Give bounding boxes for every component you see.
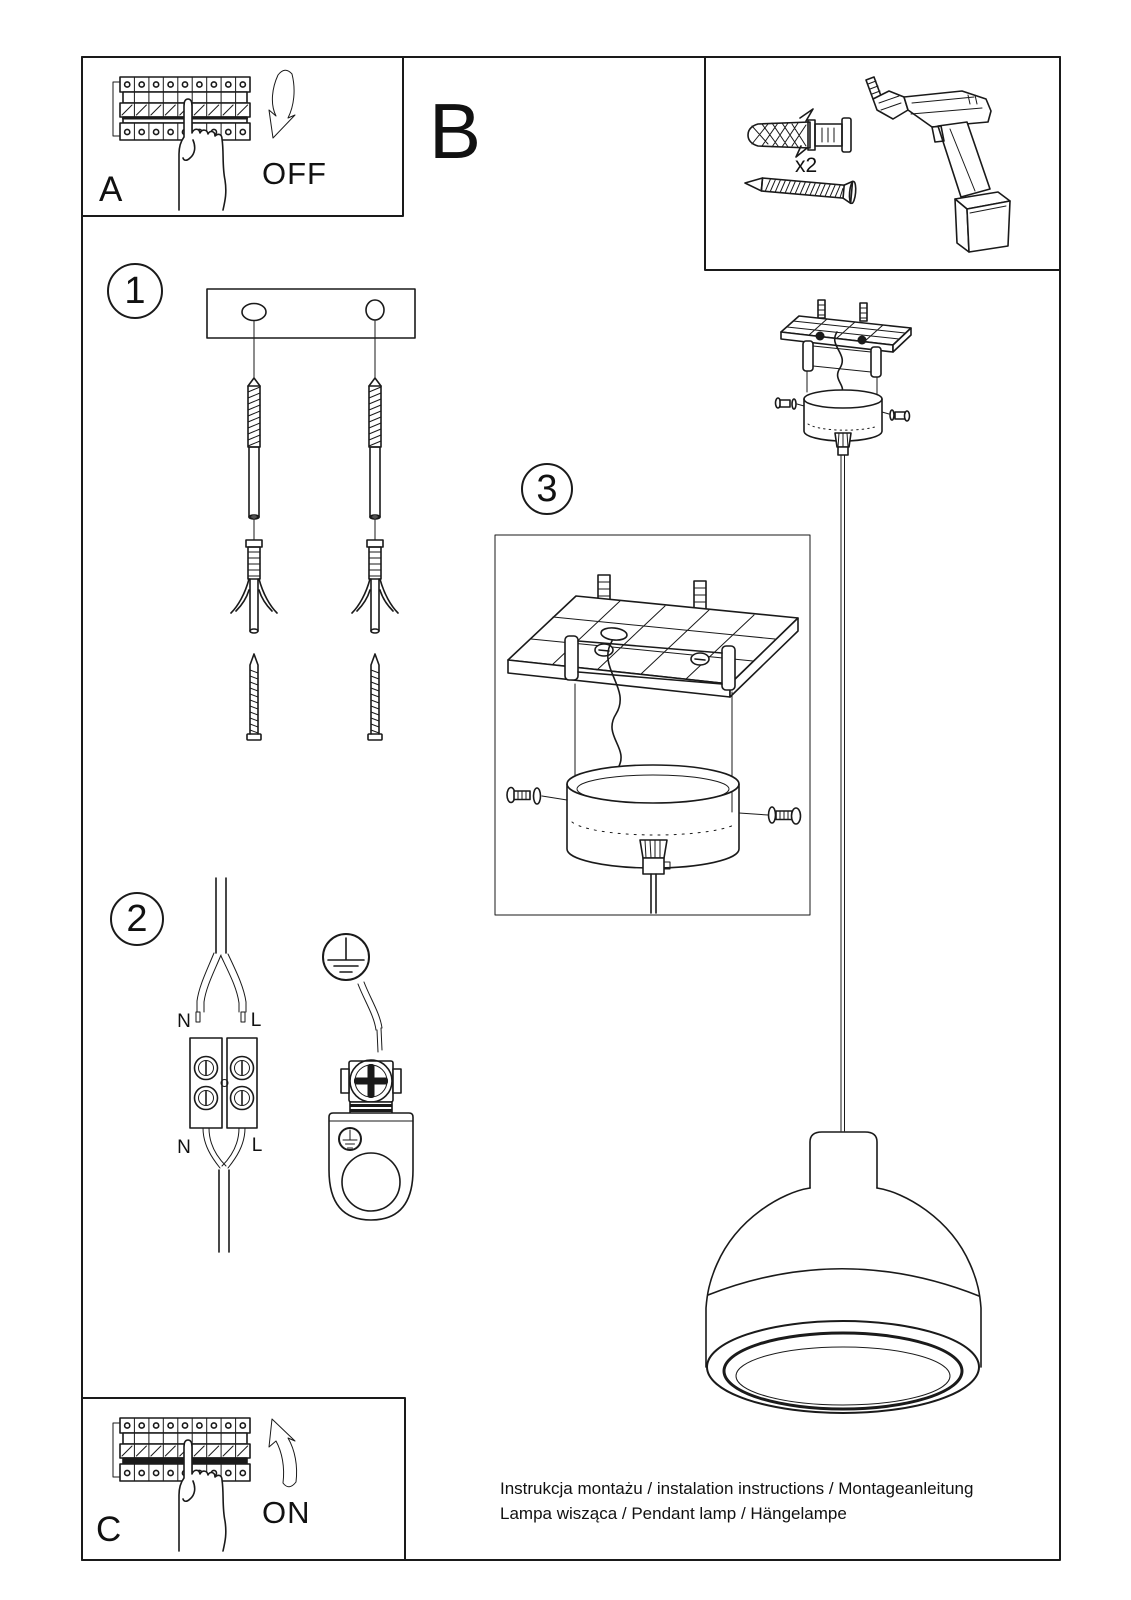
ceiling-plate-icon [781,300,911,352]
cord-grip-icon [640,840,670,913]
step3-drawing [495,464,810,915]
breaker-off-panel-drawing [82,57,403,216]
footer-instructions-line: Instrukcja montażu / instalation instructions / Montageanleitung [500,1479,974,1498]
panel-c-label: C [96,1510,122,1549]
step3-number: 3 [536,468,558,510]
canopy-icon [776,390,910,455]
circuit-breaker-panel-icon [113,1418,250,1481]
mounting-plate-icon [207,289,415,338]
tools-box-drawing [705,57,1060,270]
circuit-breaker-panel-icon [113,77,250,140]
step1-number: 1 [124,270,146,312]
pendant-lamp-shade-icon [706,1132,981,1413]
panel-a-label: A [99,170,123,209]
wire-label-n-bottom: N [177,1137,191,1158]
ground-clamp-icon [329,1060,413,1220]
ground-symbol-icon [323,934,369,980]
quantity-label: x2 [795,154,818,177]
wire-label-l-bottom: L [251,1135,263,1156]
footer-product-line: Lampa wisząca / Pendant lamp / Hängelampe [500,1504,847,1523]
lamp-cable-icon [203,1128,245,1252]
section-b-label: B [429,87,482,175]
suspension-cord-icon [841,455,845,1131]
page-frame [82,57,1060,1560]
wire-label-n-top: N [177,1011,191,1032]
terminal-block-icon [190,1038,257,1128]
off-label: OFF [262,156,327,191]
wall-plug-and-screw-icon [231,321,398,740]
pendant-lamp-overview-drawing [706,300,981,1413]
side-screw-right-icon [739,807,801,824]
step2-number: 2 [126,898,148,940]
on-label: ON [262,1495,311,1530]
wire-label-l-top: L [250,1010,262,1031]
side-screw-left-icon [507,788,567,805]
mains-cable-icon [196,878,246,1022]
step1-drawing [108,264,415,740]
breaker-on-panel-drawing [82,1398,405,1560]
ground-wire-icon [358,982,382,1052]
